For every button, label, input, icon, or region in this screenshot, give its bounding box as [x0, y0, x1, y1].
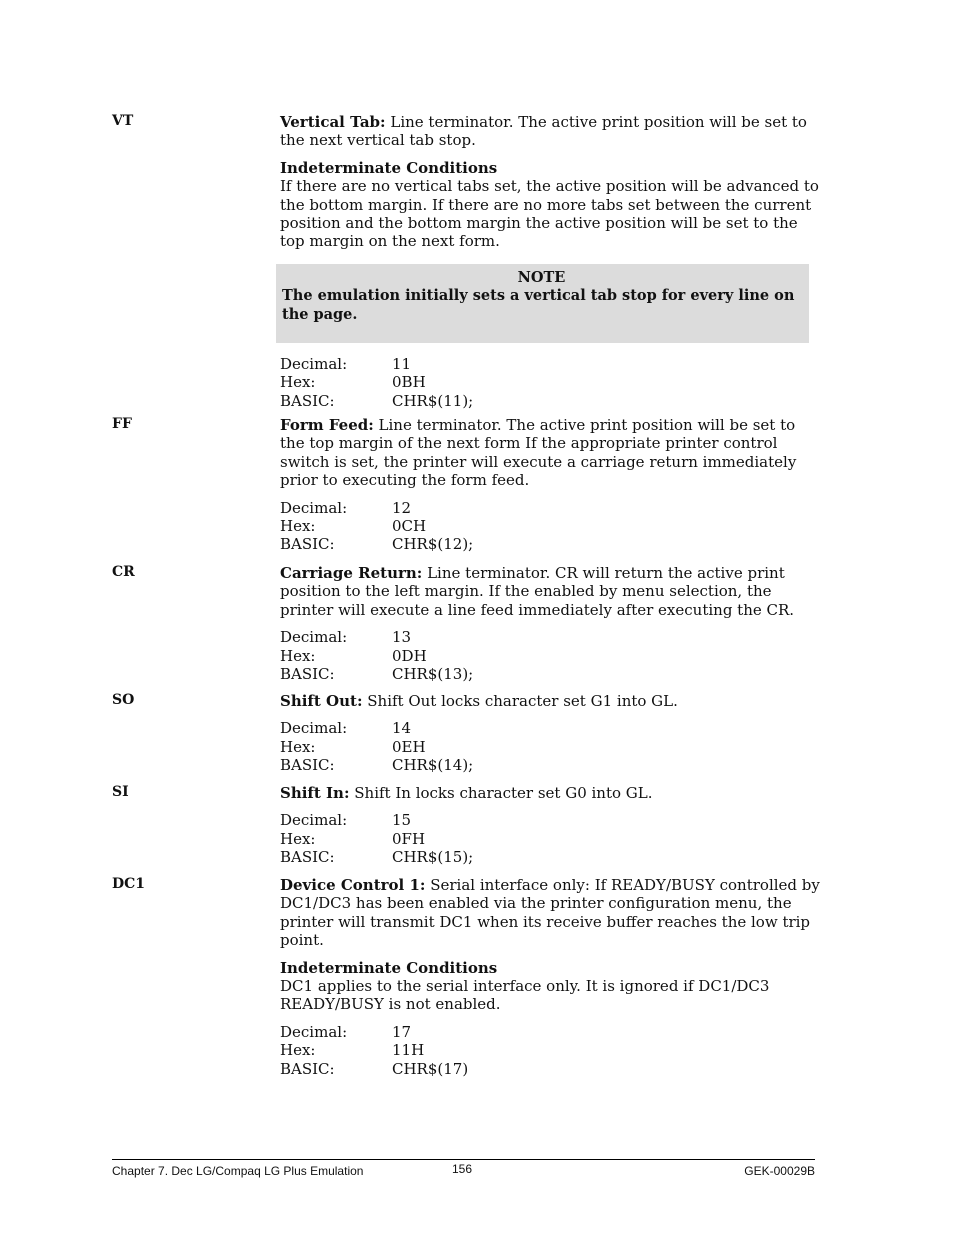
basic-label: BASIC: — [280, 535, 335, 554]
basic-label: BASIC: — [280, 665, 335, 683]
term: Form Feed: — [280, 416, 374, 434]
decimal-value: 15 — [392, 811, 412, 830]
decimal-label: Decimal: — [280, 1022, 348, 1041]
indeterminate-text: If there are no vertical tabs set, the active position will be advanced to the bottom margin. If there are no more tabs set between the current position and the bottom margin the active position will be set to the top margin on the next form. — [280, 177, 819, 251]
code-values — [280, 719, 820, 774]
description-text: Shift Out locks character set G1 into GL. — [362, 692, 678, 710]
code-values — [280, 499, 820, 554]
decimal-label: Decimal: — [280, 628, 348, 647]
basic-value: CHR$(17) — [392, 1059, 469, 1078]
page-footer — [112, 1159, 815, 1178]
page-number: 156 — [452, 1162, 473, 1176]
entry-body — [280, 692, 820, 775]
decimal-label: Decimal: — [280, 498, 348, 517]
control-code: DC1 — [112, 876, 146, 892]
description — [280, 564, 820, 619]
basic-value: CHR$(15); — [392, 848, 474, 867]
basic-value: CHR$(13); — [392, 665, 474, 683]
term: Shift In: — [280, 784, 350, 802]
decimal-value: 13 — [392, 628, 412, 647]
entry-body — [280, 876, 820, 1078]
entry-body — [280, 113, 820, 410]
description — [280, 416, 820, 490]
control-code: FF — [112, 416, 132, 432]
hex-value: 0CH — [392, 517, 427, 536]
description-text: Serial interface only: If READY/BUSY controlled by DC1/DC3 has been enabled via the printer configuration menu, the printer will transmit DC1 when its receive buffer reaches the low trip point. — [280, 876, 820, 950]
footer-chapter: Chapter 7. Dec LG/Compaq LG Plus Emulation — [112, 1164, 364, 1178]
term: Vertical Tab: — [280, 113, 386, 131]
basic-label: BASIC: — [280, 391, 335, 410]
description — [280, 692, 820, 710]
footer-doc-id: GEK-00029B — [744, 1164, 815, 1178]
term: Device Control 1: — [280, 876, 426, 894]
hex-value: 11H — [392, 1041, 425, 1060]
hex-value: 0DH — [392, 646, 427, 665]
decimal-value: 12 — [392, 498, 412, 517]
basic-label: BASIC: — [280, 756, 335, 775]
entry-body — [280, 564, 820, 683]
description-text: Line terminator. The active print position will be set to the top margin of the next form If the appropriate printer control switch is set, the printer will execute a carriage return immediately prior to executing the form feed. — [280, 416, 797, 490]
decimal-value: 17 — [392, 1022, 412, 1041]
decimal-value: 11 — [392, 354, 412, 373]
hex-label: Hex: — [280, 646, 316, 665]
code-values — [280, 355, 820, 410]
description — [280, 113, 820, 150]
control-code: CR — [112, 564, 135, 580]
decimal-value: 14 — [392, 719, 412, 738]
hex-label: Hex: — [280, 1041, 316, 1060]
code-values — [280, 1023, 820, 1078]
entry-body — [280, 784, 820, 867]
entry-body — [280, 416, 820, 554]
indeterminate-heading: Indeterminate Conditions — [280, 958, 498, 977]
decimal-label: Decimal: — [280, 811, 348, 830]
decimal-label: Decimal: — [280, 719, 348, 738]
basic-value: CHR$(14); — [392, 756, 474, 775]
description-text: Shift In locks character set G0 into GL. — [349, 784, 653, 802]
basic-label: BASIC: — [280, 848, 335, 867]
code-values — [280, 811, 820, 866]
description — [280, 876, 820, 950]
note-text: The emulation initially sets a vertical tab stop for every line on the page. — [282, 287, 795, 323]
indeterminate-heading: Indeterminate Conditions — [280, 158, 498, 177]
indeterminate-text: DC1 applies to the serial interface only. It is ignored if DC1/DC3 READY/BUSY is not enabled. — [280, 977, 770, 1014]
term: Shift Out: — [280, 692, 363, 710]
basic-label: BASIC: — [280, 1059, 335, 1078]
hex-label: Hex: — [280, 829, 316, 848]
control-code: SO — [112, 692, 135, 708]
hex-label: Hex: — [280, 373, 316, 392]
hex-value: 0EH — [392, 737, 426, 756]
basic-value: CHR$(11); — [392, 391, 474, 410]
control-code: VT — [112, 113, 134, 129]
description-text: Line terminator. CR will return the active print position to the left margin. If the enabled by menu selection, the printer will execute a line feed immediately after executing the CR. — [280, 564, 795, 619]
note-title: NOTE — [517, 268, 566, 286]
description-text: Line terminator. The active print position will be set to the next vertical tab stop. — [280, 113, 807, 150]
term: Carriage Return: — [280, 564, 423, 582]
description — [280, 784, 820, 802]
note-box — [276, 264, 809, 343]
hex-value: 0BH — [392, 373, 426, 392]
code-values — [280, 628, 820, 683]
decimal-label: Decimal: — [280, 354, 348, 373]
hex-label: Hex: — [280, 737, 316, 756]
hex-value: 0FH — [392, 829, 426, 848]
basic-value: CHR$(12); — [392, 535, 474, 554]
hex-label: Hex: — [280, 517, 316, 536]
control-code: SI — [112, 784, 129, 800]
